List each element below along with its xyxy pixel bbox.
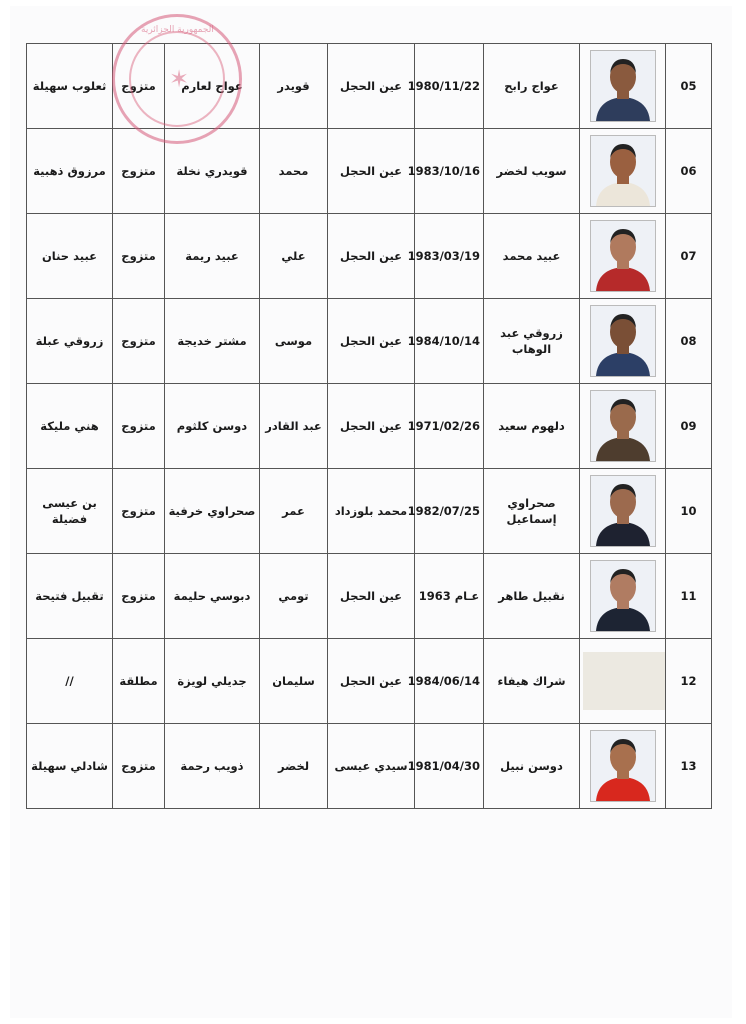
birth-place-cell: عين الحجل: [328, 639, 415, 724]
father-name-cell: موسى: [260, 299, 328, 384]
row-number-cell: 09: [666, 384, 712, 469]
mother-name-cell: دبوسي حليمة: [165, 554, 260, 639]
full-name-cell: عواج رابح: [484, 44, 580, 129]
id-photo: [590, 220, 656, 292]
photo-cell: [580, 724, 666, 809]
id-photo: [590, 390, 656, 462]
photo-cell: [580, 639, 666, 724]
row-number-cell: 11: [666, 554, 712, 639]
birth-place-cell: عين الحجل: [328, 44, 415, 129]
mother-name-cell: عبيد ريمة: [165, 214, 260, 299]
birth-date-cell: عـام 1963: [415, 554, 484, 639]
id-photo: [590, 560, 656, 632]
birth-date-cell: 1983/10/16: [415, 129, 484, 214]
full-name-cell: نقبيل طاهر: [484, 554, 580, 639]
table-row: [27, 214, 712, 299]
father-name-cell: عبد القادر: [260, 384, 328, 469]
table-row: [27, 299, 712, 384]
marital-status-cell: متزوج: [113, 384, 165, 469]
father-name-cell: علي: [260, 214, 328, 299]
photo-cell: [580, 129, 666, 214]
full-name-cell: سويب لخضر: [484, 129, 580, 214]
id-photo: [590, 475, 656, 547]
birth-place-cell: عين الحجل: [328, 129, 415, 214]
full-name-cell: شراك هيفاء: [484, 639, 580, 724]
birth-date-cell: 1983/03/19: [415, 214, 484, 299]
mother-name-cell: مشتر خديجة: [165, 299, 260, 384]
mother-name-cell: ذويب رحمة: [165, 724, 260, 809]
marital-status-cell: متزوج: [113, 469, 165, 554]
table-row: [27, 469, 712, 554]
birth-date-cell: 1984/06/14: [415, 639, 484, 724]
marital-status-cell: متزوج: [113, 214, 165, 299]
portrait-image: [592, 223, 654, 291]
spouse-name-cell: شادلي سهيلة: [27, 724, 113, 809]
birth-place-cell: عين الحجل: [328, 384, 415, 469]
mother-name-cell: عواج لعارم: [165, 44, 260, 129]
id-photo: [590, 135, 656, 207]
row-number-cell: 05: [666, 44, 712, 129]
full-name-cell: عبيد محمد: [484, 214, 580, 299]
spouse-name-cell: زروقي عبلة: [27, 299, 113, 384]
birth-date-cell: 1981/04/30: [415, 724, 484, 809]
birth-date-cell: 1984/10/14: [415, 299, 484, 384]
photo-cell: [580, 554, 666, 639]
full-name-cell: صحراوي إسماعيل: [484, 469, 580, 554]
photo-cell: [580, 469, 666, 554]
row-number-cell: 10: [666, 469, 712, 554]
marital-status-cell: متزوج: [113, 299, 165, 384]
portrait-image: [592, 53, 654, 121]
row-number-cell: 07: [666, 214, 712, 299]
birth-place-cell: محمد بلوزداد: [328, 469, 415, 554]
mother-name-cell: صحراوي خرفية: [165, 469, 260, 554]
birth-date-cell: 1971/02/26: [415, 384, 484, 469]
spouse-name-cell: تقبيل فتيحة: [27, 554, 113, 639]
birth-place-cell: سيدي عيسى: [328, 724, 415, 809]
table-row: [27, 129, 712, 214]
birth-place-cell: عين الحجل: [328, 554, 415, 639]
marital-status-cell: متزوج: [113, 724, 165, 809]
row-number-cell: 13: [666, 724, 712, 809]
birth-place-cell: عين الحجل: [328, 214, 415, 299]
id-photo: [583, 652, 665, 710]
portrait-image: [592, 138, 654, 206]
stamp-text: الجمهورية الجزائرية: [141, 25, 214, 35]
marital-status-cell: متزوج: [113, 44, 165, 129]
marital-status-cell: متزوج: [113, 129, 165, 214]
father-name-cell: سليمان: [260, 639, 328, 724]
table-row: [27, 639, 712, 724]
table-row: [27, 44, 712, 129]
id-photo: [590, 305, 656, 377]
id-photo: [590, 730, 656, 802]
full-name-cell: دوسن نبيل: [484, 724, 580, 809]
portrait-image: [592, 308, 654, 376]
row-number-cell: 06: [666, 129, 712, 214]
photo-cell: [580, 214, 666, 299]
spouse-name-cell: بن عيسى فضيلة: [27, 469, 113, 554]
table-row: [27, 724, 712, 809]
roster-table: [26, 43, 712, 809]
spouse-name-cell: هني مليكة: [27, 384, 113, 469]
marital-status-cell: متزوج: [113, 554, 165, 639]
father-name-cell: محمد: [260, 129, 328, 214]
full-name-cell: دلهوم سعيد: [484, 384, 580, 469]
id-photo: [590, 50, 656, 122]
father-name-cell: لخضر: [260, 724, 328, 809]
birth-place-cell: عين الحجل: [328, 299, 415, 384]
father-name-cell: عمر: [260, 469, 328, 554]
marital-status-cell: مطلقة: [113, 639, 165, 724]
spouse-name-cell: عبيد حنان: [27, 214, 113, 299]
birth-date-cell: 1982/07/25: [415, 469, 484, 554]
photo-cell: [580, 299, 666, 384]
portrait-image: [592, 478, 654, 546]
table-row: [27, 384, 712, 469]
portrait-image: [592, 733, 654, 801]
mother-name-cell: قويدري نخلة: [165, 129, 260, 214]
star-icon: ✶: [169, 65, 190, 93]
spouse-name-cell: ثعلوب سهيلة: [27, 44, 113, 129]
father-name-cell: قويدر: [260, 44, 328, 129]
photo-cell: [580, 44, 666, 129]
spouse-name-cell: //: [27, 639, 113, 724]
row-number-cell: 08: [666, 299, 712, 384]
full-name-cell: زروقي عبد الوهاب: [484, 299, 580, 384]
spouse-name-cell: مرزوق ذهبية: [27, 129, 113, 214]
mother-name-cell: جديلي لويزة: [165, 639, 260, 724]
row-number-cell: 12: [666, 639, 712, 724]
table-row: [27, 554, 712, 639]
portrait-image: [592, 563, 654, 631]
birth-date-cell: 1980/11/22: [415, 44, 484, 129]
portrait-image: [592, 393, 654, 461]
father-name-cell: تومي: [260, 554, 328, 639]
mother-name-cell: دوسن كلثوم: [165, 384, 260, 469]
photo-cell: [580, 384, 666, 469]
